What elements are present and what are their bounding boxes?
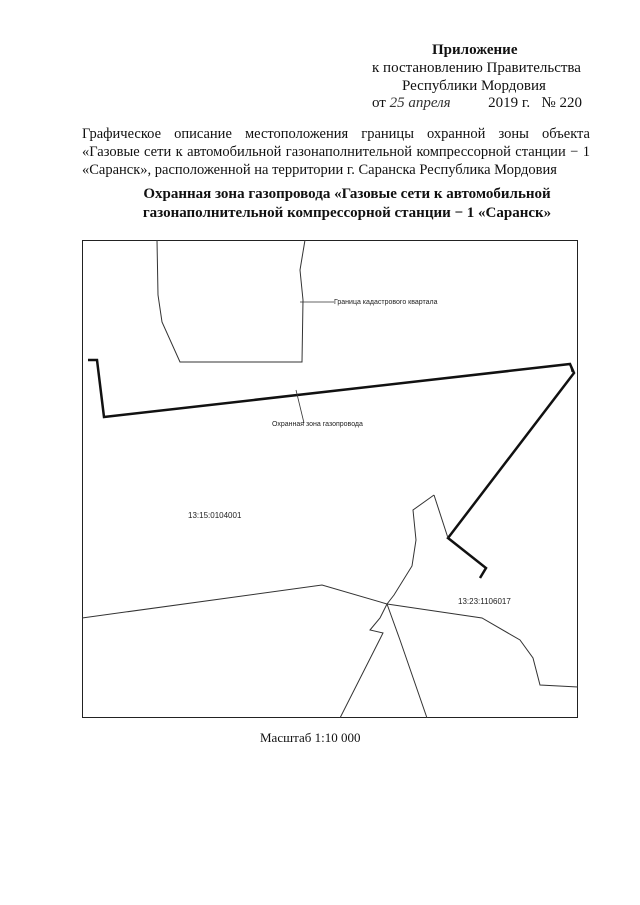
parcel-boundary-middle xyxy=(387,495,434,604)
label-cadastral-boundary: Граница кадастрового квартала xyxy=(334,299,438,306)
appendix-title: Приложение xyxy=(432,42,518,58)
parcel-boundary-link xyxy=(434,495,448,538)
parcel-boundary-left xyxy=(82,585,387,618)
parcel-boundary-down-left xyxy=(340,604,387,718)
map-drawing xyxy=(82,240,578,718)
description: Графическое описание местоположения границы охранной зоны объекта «Газовые сети к автомобильной газонаполнительной компрессорной станции − 1 «Саранск», расположенной на территории г. Саранска Республика Мордовия xyxy=(82,126,590,178)
header-line-2: Республики Мордовия xyxy=(402,78,546,94)
label-protection-zone: Охранная зона газопровода xyxy=(272,421,363,428)
map-title-line-1: Охранная зона газопровода «Газовые сети к автомобильной xyxy=(143,186,551,202)
map xyxy=(82,240,578,718)
date-prefix: от xyxy=(372,95,386,111)
date-day: 25 xyxy=(389,95,405,111)
doc-number: № 220 xyxy=(541,95,582,111)
date-year: 2019 г. xyxy=(488,95,531,111)
map-frame xyxy=(83,241,578,718)
map-title xyxy=(82,185,612,223)
header-date-line xyxy=(372,95,582,112)
label-parcel-13-15: 13:15:0104001 xyxy=(188,511,242,520)
header-line-1: к постановлению Правительства xyxy=(372,60,581,76)
parcel-boundary-down-right xyxy=(387,604,427,718)
parcel-boundary-right xyxy=(387,604,578,687)
cadastral-boundary-top xyxy=(157,240,305,362)
label-parcel-13-23: 13:23:1106017 xyxy=(458,597,511,606)
map-title-line-2: газонаполнительной компрессорной станции − 1 «Саранск» xyxy=(142,205,552,221)
pipeline-zone xyxy=(88,360,574,578)
date-month: апреля xyxy=(408,95,451,111)
map-scale: Масштаб 1:10 000 xyxy=(260,730,361,745)
